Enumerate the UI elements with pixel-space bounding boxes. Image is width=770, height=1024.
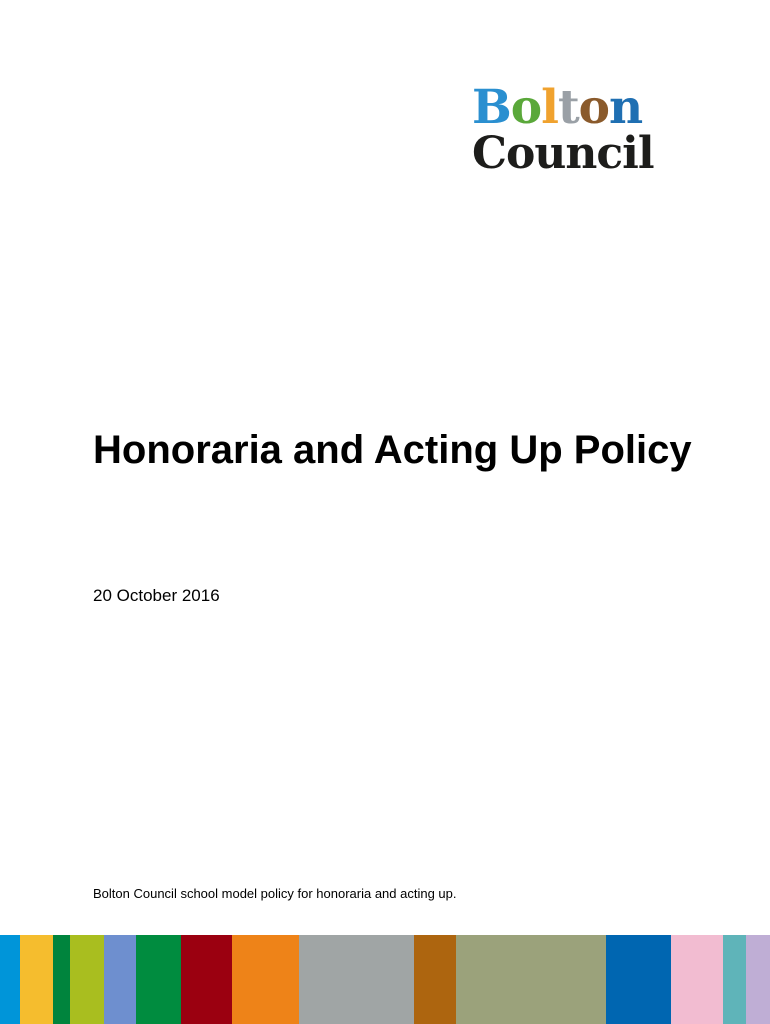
logo-letter: t [557, 80, 579, 135]
color-stripe [299, 935, 414, 1024]
logo-line-council: Council [472, 128, 654, 179]
color-stripe [723, 935, 746, 1024]
logo-letter: l [541, 80, 558, 135]
document-title: Honoraria and Acting Up Policy [93, 428, 692, 472]
color-stripe [606, 935, 671, 1024]
color-stripe [136, 935, 181, 1024]
color-stripe [104, 935, 136, 1024]
color-stripe [20, 935, 53, 1024]
color-stripe [671, 935, 723, 1024]
document-date: 20 October 2016 [93, 586, 220, 605]
color-stripe [746, 935, 770, 1024]
bolton-council-logo [472, 80, 682, 179]
color-stripe [181, 935, 232, 1024]
color-stripe [414, 935, 456, 1024]
logo-letter: B [472, 80, 511, 135]
logo-letter: o [510, 80, 542, 135]
color-stripe [70, 935, 104, 1024]
logo-line-bolton [472, 80, 682, 135]
logo-letter: n [609, 80, 643, 135]
color-stripe [53, 935, 70, 1024]
color-stripe [232, 935, 299, 1024]
color-stripe [0, 935, 20, 1024]
document-footer-note: Bolton Council school model policy for honoraria and acting up. [93, 886, 457, 901]
color-stripe-band [0, 935, 770, 1024]
color-stripe [456, 935, 606, 1024]
logo-letter: o [578, 80, 610, 135]
